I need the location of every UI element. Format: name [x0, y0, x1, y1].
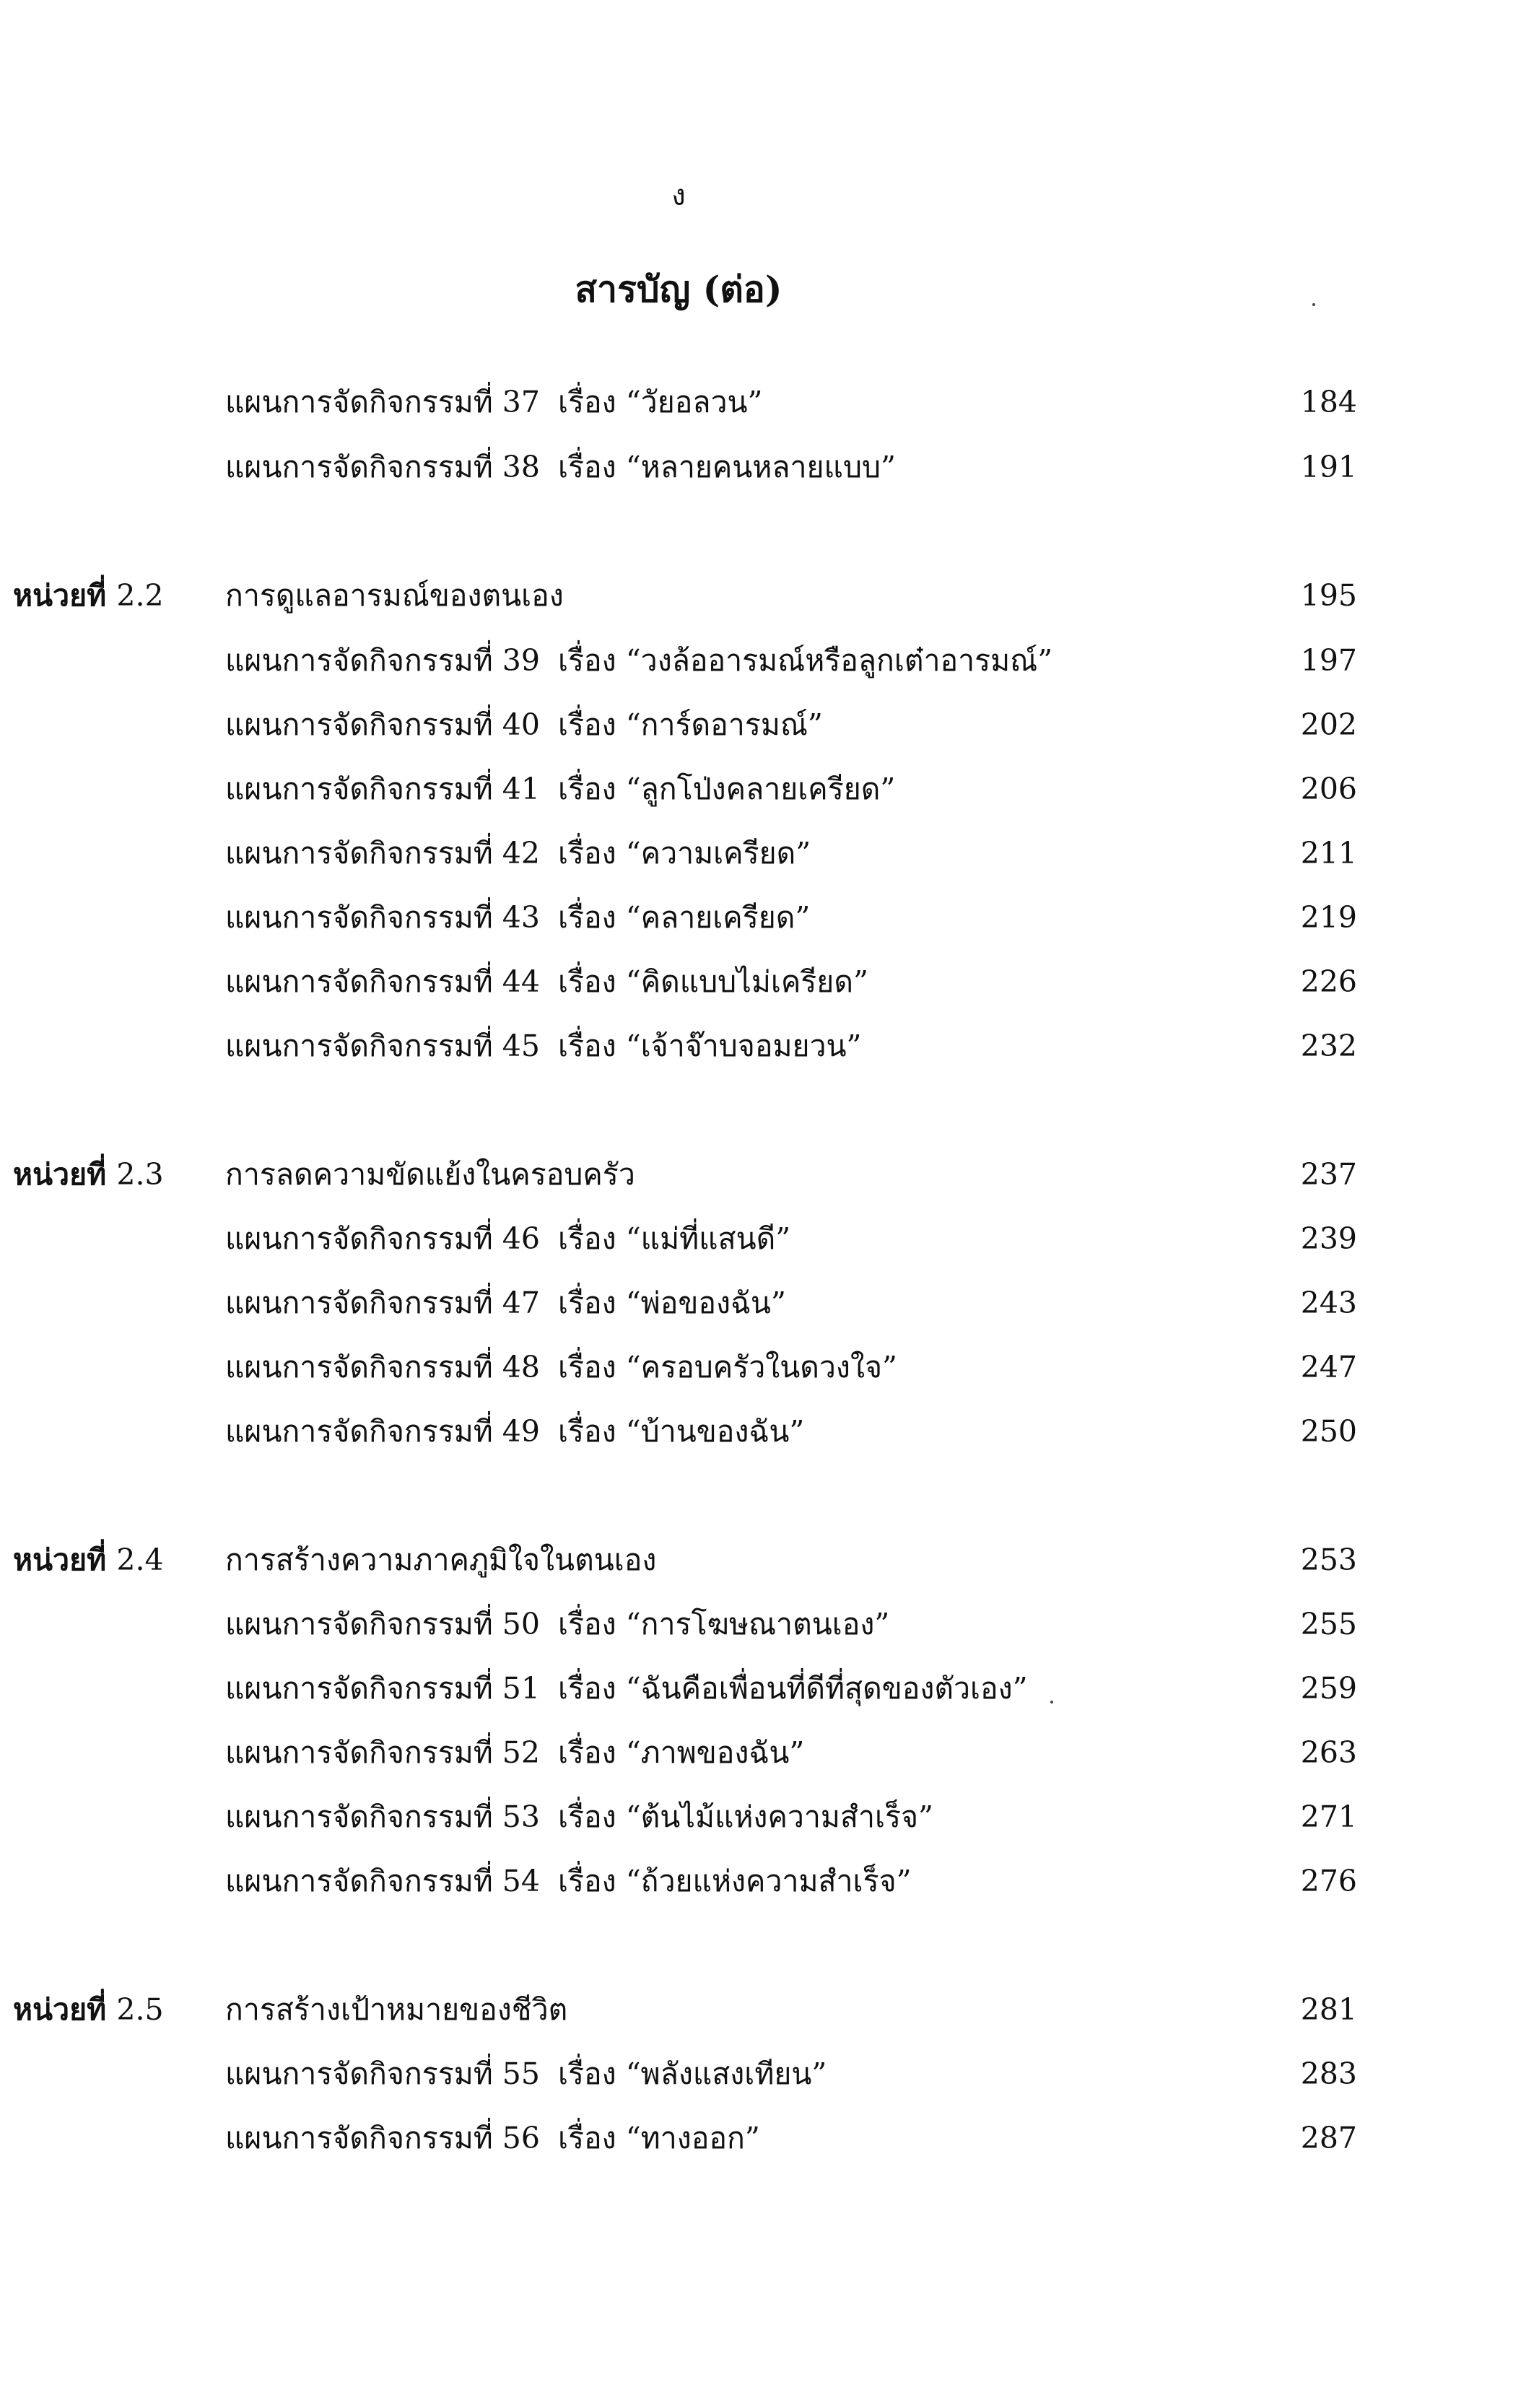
toc-plan-row: [0, 2049, 1357, 2099]
unit-word: หน่วยที่: [13, 578, 107, 613]
page-number: 195: [1300, 578, 1357, 613]
unit-number: 2.2: [116, 578, 164, 613]
unit-label: [13, 1149, 164, 1200]
plan-topic: เรื่อง “ฉันคือเพื่อนที่ดีที่สุดของตัวเอง”: [558, 1671, 1028, 1706]
unit-number: 2.4: [116, 1543, 164, 1577]
plan-topic: เรื่อง “ภาพของฉัน”: [558, 1735, 805, 1770]
plan-topic: เรื่อง “การโฆษณาตนเอง”: [558, 1607, 890, 1641]
toc-plan-row: [0, 1792, 1357, 1842]
plan-topic: เรื่อง “พลังแสงเทียน”: [558, 2056, 827, 2091]
toc-unit-row: [0, 570, 1357, 621]
page-number: 259: [1300, 1671, 1357, 1706]
page-number: 219: [1300, 900, 1357, 935]
unit-number: 2.5: [116, 1992, 164, 2027]
plan-topic: เรื่อง “ลูกโป่งคลายเครียด”: [558, 772, 896, 806]
plan-topic: เรื่อง “ถ้วยแห่งความสำเร็จ”: [558, 1864, 912, 1898]
plan-label: แผนการจัดกิจกรรมที่ 38: [225, 450, 540, 484]
plan-label: แผนการจัดกิจกรรมที่ 56: [225, 2121, 540, 2155]
plan-topic: เรื่อง “คิดแบบไม่เครียด”: [558, 964, 868, 999]
plan-label: แผนการจัดกิจกรรมที่ 47: [225, 1286, 540, 1320]
unit-title: การสร้างเป้าหมายของชีวิต: [225, 1992, 568, 2027]
scan-speck: [1312, 303, 1315, 306]
toc-plan-row: [0, 635, 1357, 686]
toc-unit-row: [0, 1149, 1357, 1200]
toc-plan-row: [0, 1021, 1357, 1071]
page-number: 226: [1300, 964, 1357, 999]
unit-title: การลดความขัดแย้งในครอบครัว: [225, 1157, 635, 1192]
page-number: 191: [1300, 450, 1357, 484]
plan-topic: เรื่อง “ทางออก”: [558, 2121, 760, 2155]
toc-plan-row: [0, 1856, 1357, 1906]
toc-plan-row: [0, 1342, 1357, 1392]
toc-plan-row: [0, 699, 1357, 750]
toc-plan-row: [0, 1278, 1357, 1328]
unit-title: การดูแลอารมณ์ของตนเอง: [225, 578, 564, 613]
toc-plan-row: [0, 442, 1357, 492]
page-number: 206: [1300, 772, 1357, 806]
plan-label: แผนการจัดกิจกรรมที่ 42: [225, 836, 540, 871]
toc-unit-row: [0, 1535, 1357, 1585]
page-number: 232: [1300, 1029, 1357, 1063]
plan-label: แผนการจัดกิจกรรมที่ 54: [225, 1864, 540, 1898]
page-number: 263: [1300, 1735, 1357, 1770]
plan-topic: เรื่อง “ครอบครัวในดวงใจ”: [558, 1350, 897, 1384]
unit-title: การสร้างความภาคภูมิใจในตนเอง: [225, 1543, 657, 1577]
plan-label: แผนการจัดกิจกรรมที่ 40: [225, 707, 540, 742]
plan-topic: เรื่อง “แม่ที่แสนดี”: [558, 1221, 791, 1256]
page-title: สารบัญ (ต่อ): [575, 268, 782, 310]
toc-plan-row: [0, 377, 1357, 427]
plan-topic: เรื่อง “พ่อของฉัน”: [558, 1286, 786, 1320]
toc-plan-row: [0, 956, 1357, 1007]
unit-label: [13, 1535, 164, 1585]
page-number: 255: [1300, 1607, 1357, 1641]
plan-topic: เรื่อง “ความเครียด”: [558, 836, 811, 871]
plan-label: แผนการจัดกิจกรรมที่ 51: [225, 1671, 540, 1706]
toc-plan-row: [0, 1663, 1357, 1714]
toc-plan-row: [0, 2113, 1357, 2163]
unit-label: [13, 570, 164, 621]
plan-label: แผนการจัดกิจกรรมที่ 52: [225, 1735, 540, 1770]
plan-label: แผนการจัดกิจกรรมที่ 45: [225, 1029, 540, 1063]
plan-label: แผนการจัดกิจกรรมที่ 49: [225, 1414, 540, 1449]
page-number: 250: [1300, 1414, 1357, 1449]
plan-label: แผนการจัดกิจกรรมที่ 53: [225, 1800, 540, 1834]
toc-plan-row: [0, 828, 1357, 878]
unit-number: 2.3: [116, 1157, 164, 1192]
toc-plan-row: [0, 1727, 1357, 1778]
plan-label: แผนการจัดกิจกรรมที่ 41: [225, 772, 540, 806]
page-marker: ง: [671, 179, 686, 212]
toc-plan-row: [0, 1213, 1357, 1264]
plan-label: แผนการจัดกิจกรรมที่ 43: [225, 900, 540, 935]
unit-word: หน่วยที่: [13, 1992, 107, 2027]
unit-word: หน่วยที่: [13, 1157, 107, 1192]
page-number: 287: [1300, 2121, 1357, 2155]
unit-word: หน่วยที่: [13, 1543, 107, 1577]
toc-unit-row: [0, 1984, 1357, 2035]
page-number: 237: [1300, 1157, 1357, 1192]
page-number: 253: [1300, 1543, 1357, 1577]
plan-topic: เรื่อง “วัยอลวน”: [558, 385, 763, 419]
plan-topic: เรื่อง “คลายเครียด”: [558, 900, 811, 935]
plan-label: แผนการจัดกิจกรรมที่ 37: [225, 385, 540, 419]
page-number: 276: [1300, 1864, 1357, 1898]
plan-topic: เรื่อง “ต้นไม้แห่งความสำเร็จ”: [558, 1800, 934, 1834]
toc-plan-row: [0, 1599, 1357, 1649]
unit-label: [13, 1984, 164, 2035]
page-number: 283: [1300, 2056, 1357, 2091]
plan-topic: เรื่อง “บ้านของฉัน”: [558, 1414, 805, 1449]
page-number: 197: [1300, 643, 1357, 678]
plan-label: แผนการจัดกิจกรรมที่ 46: [225, 1221, 540, 1256]
toc-plan-row: [0, 1406, 1357, 1457]
page-number: 281: [1300, 1992, 1357, 2027]
scan-speck: [1050, 1701, 1053, 1704]
plan-topic: เรื่อง “หลายคนหลายแบบ”: [558, 450, 896, 484]
page-number: 271: [1300, 1800, 1357, 1834]
page-number: 211: [1300, 836, 1357, 871]
page-number: 239: [1300, 1221, 1357, 1256]
page-number: 247: [1300, 1350, 1357, 1384]
plan-label: แผนการจัดกิจกรรมที่ 48: [225, 1350, 540, 1384]
plan-topic: เรื่อง “วงล้ออารมณ์หรือลูกเต๋าอารมณ์”: [558, 643, 1053, 678]
toc-plan-row: [0, 892, 1357, 943]
plan-label: แผนการจัดกิจกรรมที่ 44: [225, 964, 540, 999]
plan-topic: เรื่อง “เจ้าจ๊าบจอมยวน”: [558, 1029, 862, 1063]
plan-topic: เรื่อง “การ์ดอารมณ์”: [558, 707, 823, 742]
plan-label: แผนการจัดกิจกรรมที่ 50: [225, 1607, 540, 1641]
page-number: 202: [1300, 707, 1357, 742]
page-number: 243: [1300, 1286, 1357, 1320]
plan-label: แผนการจัดกิจกรรมที่ 55: [225, 2056, 540, 2091]
page-number: 184: [1300, 385, 1357, 419]
toc-plan-row: [0, 764, 1357, 814]
plan-label: แผนการจัดกิจกรรมที่ 39: [225, 643, 540, 678]
